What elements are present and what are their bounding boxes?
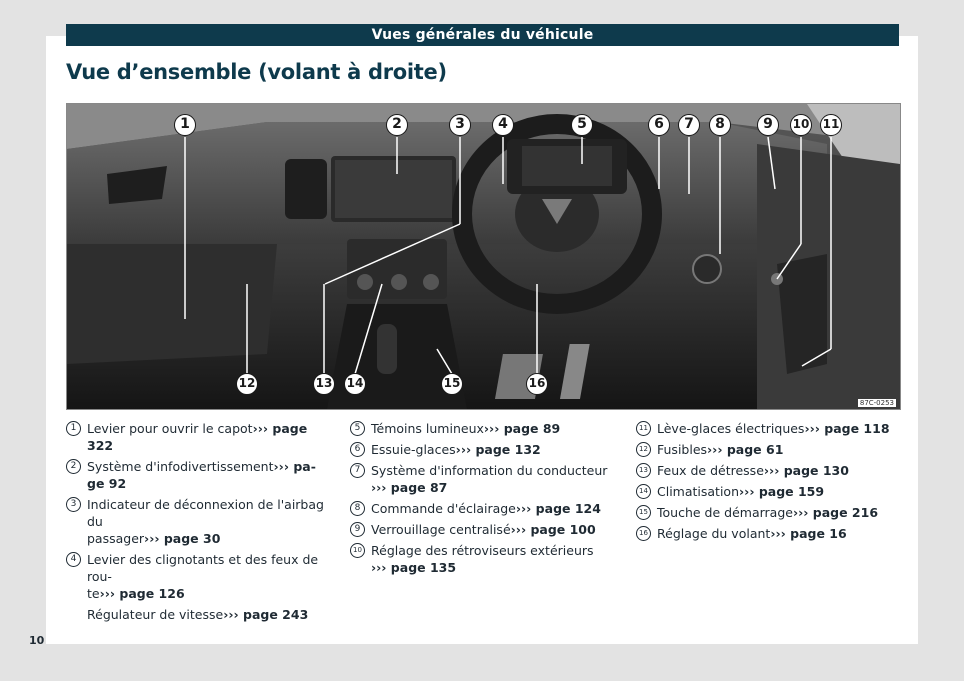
legend-text-continued: te <box>87 586 100 601</box>
legend-item <box>636 525 898 542</box>
legend-text: Commande d'éclairage <box>371 501 516 516</box>
legend-column-3 <box>636 420 898 546</box>
legend-number: 7 <box>350 463 365 478</box>
legend-text: Régulateur de vitesse <box>87 607 224 622</box>
legend-number: 4 <box>66 552 81 567</box>
legend-item <box>350 441 620 458</box>
legend-text: Fusibles <box>657 442 708 457</box>
page-reference[interactable]: ››› page 159 <box>739 484 825 499</box>
dashboard-photo <box>66 103 901 410</box>
legend-number: 14 <box>636 484 651 499</box>
callout-9: 9 <box>757 114 779 136</box>
page-reference[interactable]: ››› page 322 <box>87 421 308 453</box>
page-reference[interactable]: ››› page 100 <box>510 522 596 537</box>
callout-16: 16 <box>526 373 548 395</box>
page-reference[interactable]: ››› page 124 <box>515 501 601 516</box>
page-reference[interactable]: ››› page 89 <box>483 421 561 436</box>
legend-text: Levier des clignotants et des feux de rou- <box>87 552 319 584</box>
legend-number: 13 <box>636 463 651 478</box>
page-reference[interactable]: ››› page 216 <box>792 505 879 520</box>
legend-item <box>350 420 620 437</box>
page-reference-continued[interactable]: ge 92 <box>87 476 127 491</box>
page-reference[interactable]: ››› page 61 <box>707 442 784 457</box>
dashboard-illustration <box>67 104 900 409</box>
legend-text: Témoins lumineux <box>371 421 484 436</box>
legend-number: 1 <box>66 421 81 436</box>
legend-text: Réglage du volant <box>657 526 771 541</box>
page-reference[interactable]: ››› page 132 <box>455 442 541 457</box>
callout-13: 13 <box>313 373 335 395</box>
legend-item <box>66 551 332 602</box>
legend-column-2 <box>350 420 620 580</box>
legend-item <box>636 483 898 500</box>
page-reference[interactable]: ››› page 118 <box>804 421 890 436</box>
legend-text: Système d'infodivertissement <box>87 459 274 474</box>
photo-code: 87C-0253 <box>859 399 894 407</box>
page-reference[interactable]: ››› page 16 <box>770 526 847 541</box>
legend-item <box>636 441 898 458</box>
legend-number: 5 <box>350 421 365 436</box>
legend-text: Feux de détresse <box>657 463 764 478</box>
legend-item <box>66 496 332 547</box>
legend-number: 16 <box>636 526 651 541</box>
callout-8: 8 <box>709 114 731 136</box>
legend-number: 10 <box>350 543 365 558</box>
legend-text: Touche de démarrage <box>657 505 793 520</box>
callout-12: 12 <box>236 373 258 395</box>
legend-text: Climatisation <box>657 484 740 499</box>
callout-1: 1 <box>174 114 196 136</box>
legend-item <box>350 542 620 576</box>
legend-column-1 <box>66 420 332 627</box>
page-number: 10 <box>29 634 45 647</box>
page-reference[interactable]: ››› page 126 <box>99 586 185 601</box>
callout-15: 15 <box>441 373 463 395</box>
callout-2: 2 <box>386 114 408 136</box>
legend-text: Réglage des rétroviseurs extérieurs <box>371 543 594 558</box>
legend-text: Essuie-glaces <box>371 442 456 457</box>
section-header: Vues générales du véhicule <box>66 24 899 46</box>
page-reference[interactable]: ››› page 130 <box>763 463 849 478</box>
callout-10: 10 <box>790 114 812 136</box>
legend-item <box>636 504 898 521</box>
callout-3: 3 <box>449 114 471 136</box>
callout-4: 4 <box>492 114 514 136</box>
legend-text: Verrouillage centralisé <box>371 522 511 537</box>
callout-14: 14 <box>344 373 366 395</box>
legend-item <box>636 462 898 479</box>
legend-number: 12 <box>636 442 651 457</box>
legend-number: 6 <box>350 442 365 457</box>
legend-text-continued: passager <box>87 531 145 546</box>
page-title: Vue d’ensemble (volant à droite) <box>66 60 447 84</box>
legend-item <box>66 458 332 492</box>
legend-item <box>350 462 620 496</box>
legend-text: Indicateur de déconnexion de l'airbag du <box>87 497 324 529</box>
legend-item <box>350 500 620 517</box>
page-reference[interactable]: ››› page 30 <box>144 531 221 546</box>
legend-item <box>350 521 620 538</box>
legend-number: 11 <box>636 421 651 436</box>
legend-item <box>66 606 332 623</box>
callout-5: 5 <box>571 114 593 136</box>
page-reference[interactable]: ››› page 87 <box>371 480 448 495</box>
legend-item <box>66 420 332 454</box>
callout-6: 6 <box>648 114 670 136</box>
callout-11: 11 <box>820 114 842 136</box>
callout-7: 7 <box>678 114 700 136</box>
legend-item <box>636 420 898 437</box>
legend-text: Levier pour ouvrir le capot <box>87 421 253 436</box>
legend-number: 3 <box>66 497 81 512</box>
page-reference[interactable]: ››› pa- <box>273 459 316 474</box>
page-reference[interactable]: ››› page 243 <box>223 607 309 622</box>
legend-text: Système d'information du conducteur <box>371 463 608 478</box>
legend-number: 15 <box>636 505 651 520</box>
page-reference[interactable]: ››› page 135 <box>371 560 457 575</box>
legend-number: 8 <box>350 501 365 516</box>
legend-number: 9 <box>350 522 365 537</box>
legend-text: Lève-glaces électriques <box>657 421 805 436</box>
legend-number: 2 <box>66 459 81 474</box>
